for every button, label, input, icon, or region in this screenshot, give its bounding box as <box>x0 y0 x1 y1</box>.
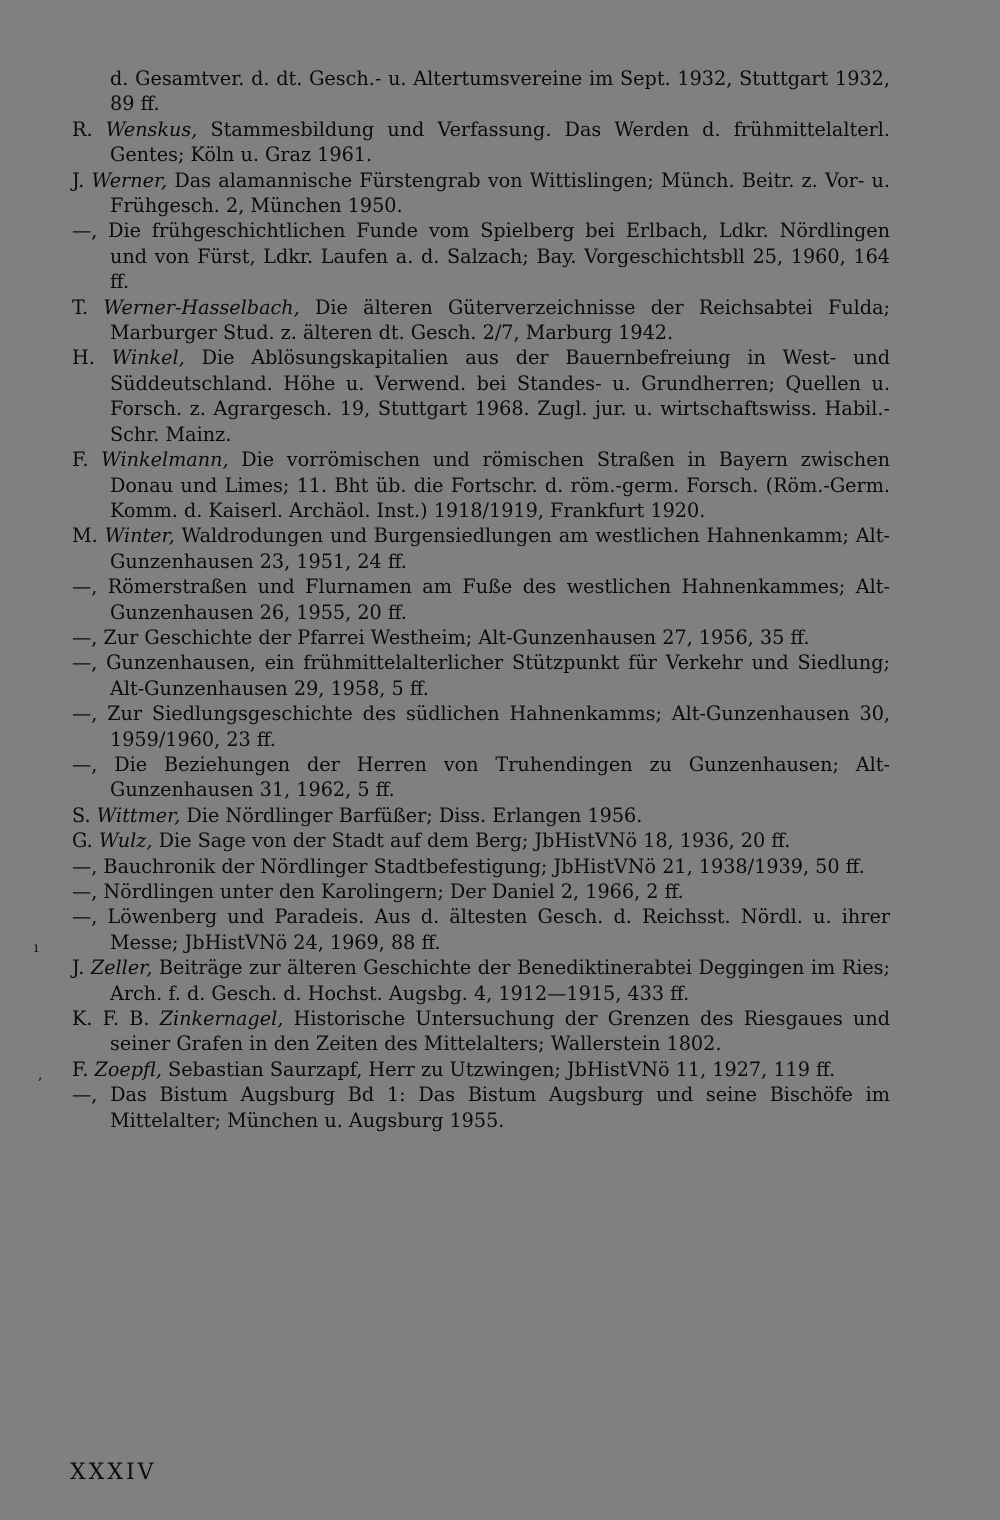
entry-text: Die älteren Güterverzeichnisse der Reichsabtei Fulda; Marburger Stud. z. älteren dt. Gesch. 2/7, Marburg 1942. <box>110 295 890 345</box>
entry-initials: —, <box>72 702 108 726</box>
entry-author: Zeller, <box>90 956 153 980</box>
entry-text: Stammesbildung und Verfassung. Das Werden d. frühmittelalterl. Gentes; Köln u. Graz 1961. <box>110 117 890 167</box>
bibliography-entry <box>72 828 890 853</box>
entry-initials: F. <box>72 1057 95 1081</box>
entry-initials: —, <box>72 575 108 599</box>
entry-text: Die frühgeschichtlichen Funde vom Spielberg bei Erlbach, Ldkr. Nördlingen und von Fürst, Ldkr. Laufen a. d. Salzach; Bay. Vorgeschichtsbll 25, 1960, 164 ff. <box>108 219 891 294</box>
entry-initials: —, <box>72 752 115 776</box>
entry-text: Sebastian Saurzapf, Herr zu Utzwingen; JbHistVNö 11, 1927, 119 ff. <box>161 1057 836 1081</box>
bibliography-entry <box>72 168 890 219</box>
entry-text: Nördlingen unter den Karolingern; Der Daniel 2, 1966, 2 ff. <box>103 880 684 903</box>
entry-initials: H. <box>72 346 112 370</box>
entry-text: Beiträge zur älteren Geschichte der Benediktinerabtei Deggingen im Ries; Arch. f. d. Gesch. d. Hochst. Augsbg. 4, 1912—1915, 433 ff. <box>110 956 890 1005</box>
bibliography-entry <box>72 574 890 625</box>
bibliography-entry <box>72 1082 890 1133</box>
entry-author: Winkelmann, <box>101 448 229 472</box>
bibliography-entry <box>72 345 890 447</box>
entry-text: Bauchronik der Nördlinger Stadtbefestigung; JbHistVNö 21, 1938/1939, 50 ff. <box>103 854 865 878</box>
entry-text: Das Bistum Augsburg Bd 1: Das Bistum Augsburg und seine Bischöfe im Mittelalter; München u. Augsburg 1955. <box>110 1083 890 1132</box>
bibliography-entry <box>72 854 890 879</box>
entry-author: Wulz, <box>98 829 153 853</box>
entry-initials: F. <box>72 448 102 472</box>
entry-text: Die vorrömischen und römischen Straßen in Bayern zwischen Donau und Limes; 11. Bht üb. die Fortschr. d. röm.-germ. Forsch. (Röm.-Germ. Komm. d. Kaiserl. Archäol. Inst.) 1918/1919, Frankfurt 1920. <box>110 448 890 522</box>
entry-text: Die Ablösungskapitalien aus der Bauernbefreiung in West- und Süddeutschland. Höhe u. Verwend. bei Standes- u. Grundherren; Quellen u. Forsch. z. Agrargesch. 19, Stuttgart 1968. Zugl. jur. u. wirtschaftswiss. Habil.-Schr. Mainz. <box>110 346 890 446</box>
entry-initials: J. <box>72 956 91 980</box>
entry-initials: —, <box>72 219 109 243</box>
entry-initials: —, <box>72 651 107 675</box>
entry-initials: —, <box>72 1083 111 1107</box>
entry-text: d. Gesamtver. d. dt. Gesch.- u. Altertumsvereine im Sept. 1932, Stuttgart 1932, 89 ff. <box>110 67 890 116</box>
bibliography-entry <box>72 218 890 294</box>
entry-author: Zinkernagel, <box>159 1007 284 1031</box>
entry-initials: T. <box>72 295 104 319</box>
bibliography-entry <box>72 879 890 904</box>
entry-author: Wenskus, <box>105 117 198 141</box>
bibliography-entry <box>72 447 890 523</box>
entry-text: Die Sage von der Stadt auf dem Berg; JbHistVNö 18, 1936, 20 ff. <box>152 829 791 853</box>
bibliography-entry <box>72 803 890 828</box>
entry-author: Winkel, <box>111 346 185 370</box>
bibliography-entry <box>72 1057 890 1082</box>
entry-author: Werner-Hasselbach, <box>103 295 300 319</box>
margin-mark: , <box>38 1067 43 1083</box>
bibliography-entry <box>72 295 890 346</box>
entry-text: Zur Geschichte der Pfarrei Westheim; Alt-Gunzenhausen 27, 1956, 35 ff. <box>103 625 810 649</box>
bibliography-entry <box>72 523 890 574</box>
entry-initials: —, <box>72 905 108 929</box>
entry-author: Winter, <box>104 524 175 548</box>
margin-mark: ı <box>34 940 39 956</box>
entry-text: Das alamannische Fürstengrab von Wittislingen; Münch. Beitr. z. Vor- u. Frühgesch. 2, München 1950. <box>110 168 890 218</box>
entry-initials: M. <box>72 524 105 548</box>
bibliography-entry <box>72 625 890 650</box>
entry-initials: G. <box>72 829 99 853</box>
page-number: XXXIV <box>70 1460 157 1485</box>
entry-text: Waldrodungen und Burgensiedlungen am westlichen Hahnenkamm; Alt-Gunzenhausen 23, 1951, 24 ff. <box>110 524 890 573</box>
entry-text: Löwenberg und Paradeis. Aus d. ältesten Gesch. d. Reichsst. Nördl. u. ihrer Messe; JbHistVNö 24, 1969, 88 ff. <box>107 905 890 954</box>
entry-text: Historische Untersuchung der Grenzen des Riesgaues und seiner Grafen in den Zeiten des Mittelalters; Wallerstein 1802. <box>110 1007 890 1056</box>
bibliography-entry <box>72 117 890 168</box>
entry-text: Die Beziehungen der Herren von Truhendingen zu Gunzenhausen; Alt-Gunzenhausen 31, 1962, 5 ff. <box>110 752 890 802</box>
entry-initials: R. <box>72 117 106 141</box>
entry-initials: —, <box>72 625 104 649</box>
entry-initials: J. <box>72 168 92 192</box>
entry-text: Römerstraßen und Flurnamen am Fuße des westlichen Hahnenkammes; Alt-Gunzenhausen 26, 1955, 20 ff. <box>107 575 890 624</box>
bibliography-entry <box>72 66 890 117</box>
entry-initials: K. F. B. <box>72 1007 160 1031</box>
entry-initials: S. <box>72 803 97 827</box>
bibliography-entry <box>72 904 890 955</box>
entry-text: Die Nördlinger Barfüßer; Diss. Erlangen 1956. <box>180 803 643 827</box>
bibliography-entry <box>72 1006 890 1057</box>
entry-author: Zoepfl, <box>94 1057 162 1081</box>
entry-text: Gunzenhausen, ein frühmittelalterlicher Stützpunkt für Verkehr und Siedlung; Alt-Gunzenhausen 29, 1958, 5 ff. <box>106 651 890 700</box>
bibliography-list <box>72 66 890 1133</box>
entry-text: Zur Siedlungsgeschichte des südlichen Hahnenkamms; Alt-Gunzenhausen 30, 1959/1960, 23 ff. <box>107 702 890 751</box>
entry-author: Wittmer, <box>96 803 181 827</box>
bibliography-entry <box>72 650 890 701</box>
bibliography-entry <box>72 752 890 803</box>
entry-initials: —, <box>72 854 104 878</box>
bibliography-entry <box>72 955 890 1006</box>
entry-initials: —, <box>72 880 104 903</box>
bibliography-entry <box>72 701 890 752</box>
entry-author: Werner, <box>91 168 168 192</box>
